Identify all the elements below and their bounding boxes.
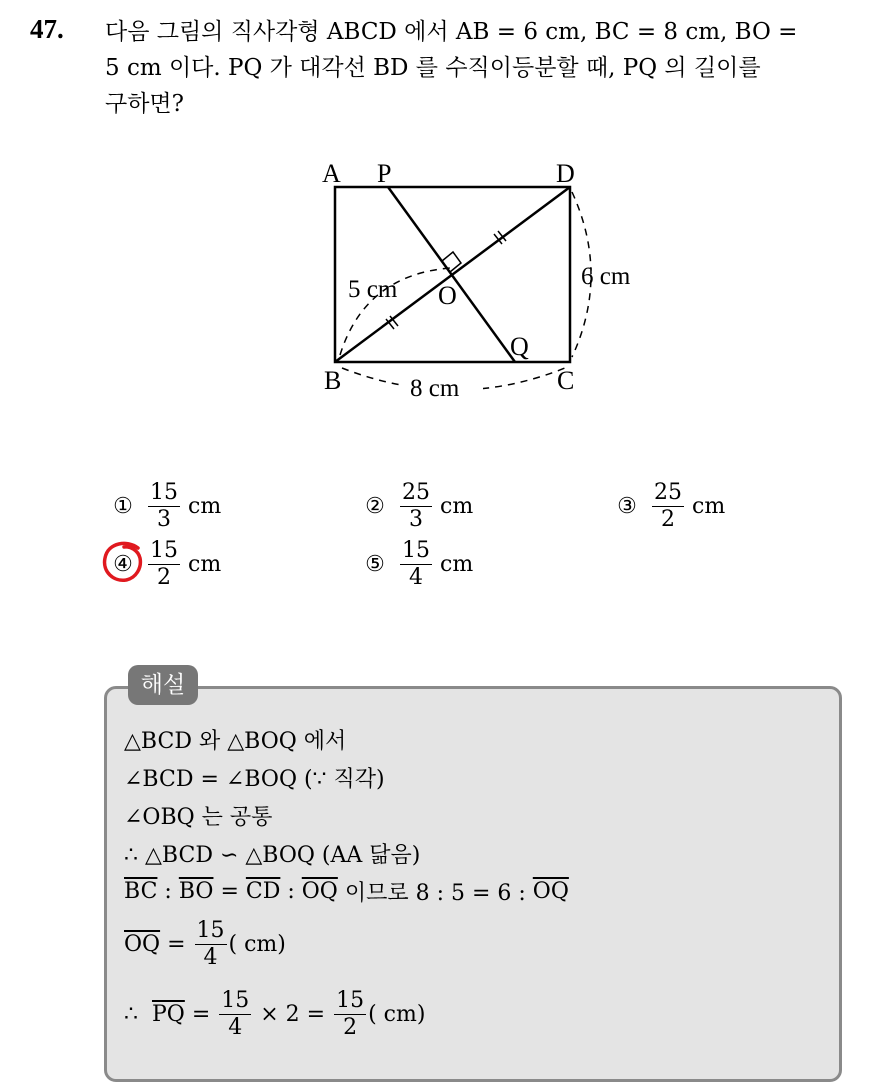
choice-5-fraction: [400, 538, 432, 591]
label-b: B: [324, 366, 342, 395]
choice-3-fraction: [652, 480, 684, 533]
solution-line-7: [124, 988, 425, 1041]
question-text: [105, 14, 865, 122]
dim-8cm: 8 cm: [410, 375, 460, 402]
rectangle-figure: [300, 150, 660, 410]
question-line-3: 구하면?: [105, 91, 184, 117]
solution-line-4: ∴ △BCD ∽ △BOQ (AA 닮음): [124, 843, 421, 868]
choice-4-unit: cm: [188, 552, 222, 577]
choice-4-den: 2: [157, 565, 171, 590]
pq-den-1: 4: [228, 1015, 243, 1040]
label-d: D: [556, 159, 575, 188]
seg-oq: $\overline{OQ}$: [301, 879, 338, 904]
choice-4-mark: ④: [113, 552, 133, 577]
therefore-symbol: ∴: [124, 1002, 152, 1027]
label-a: A: [322, 159, 341, 188]
choice-2-fraction: [400, 480, 432, 533]
pq-num-1: 15: [221, 988, 250, 1013]
seg-oq-3: $\overline{OQ}$: [124, 932, 161, 957]
choice-1-fraction: [148, 480, 180, 533]
choice-2[interactable]: [362, 480, 473, 533]
choice-3-den: 2: [661, 507, 675, 532]
equals-3: =: [184, 1002, 218, 1027]
seg-bo: $\overline{BO}$: [178, 879, 214, 904]
dim-5cm: 5 cm: [348, 276, 398, 303]
choice-5-den: 4: [409, 565, 423, 590]
choice-1-num: 15: [150, 480, 178, 505]
pq-num-2: 15: [336, 988, 365, 1013]
choice-4-num: 15: [150, 538, 178, 563]
dim-6cm: 6 cm: [581, 263, 631, 290]
choice-5-mark: ⑤: [365, 552, 385, 577]
equals-2: =: [160, 932, 193, 957]
ratio-text: 이므로 8 : 5 = 6 :: [337, 881, 533, 906]
label-p: P: [377, 159, 392, 188]
choice-2-mark: ②: [365, 494, 385, 519]
choice-3[interactable]: [614, 480, 725, 533]
label-o: O: [438, 281, 457, 310]
oq-fraction: [195, 918, 227, 971]
solution-line-2: ∠BCD = ∠BOQ (∵ 직각): [124, 767, 385, 792]
choice-3-mark: ③: [617, 494, 637, 519]
solution-line-5: [124, 876, 569, 907]
times-two: × 2 =: [253, 1002, 333, 1027]
solution-tag: 해설: [128, 665, 198, 705]
answer-circle-icon: [98, 538, 148, 588]
colon-1: :: [157, 879, 179, 904]
seg-oq-2: $\overline{OQ}$: [532, 879, 569, 904]
solution-line-1: △BCD 와 △BOQ 에서: [124, 729, 347, 754]
seg-pq: $\overline{PQ}$: [151, 1002, 185, 1027]
oq-num: 15: [196, 918, 225, 943]
choice-3-num: 25: [654, 480, 682, 505]
choice-4-fraction: [148, 538, 180, 591]
question-line-1: 다음 그림의 직사각형 ABCD 에서 AB = 6 cm, BC = 8 cm, BO =: [105, 19, 798, 45]
choice-2-unit: cm: [440, 494, 474, 519]
equals-1: =: [213, 879, 246, 904]
solution-line-6: [124, 918, 286, 971]
choice-3-unit: cm: [692, 494, 726, 519]
pq-fraction-1: [219, 988, 251, 1041]
choice-2-num: 25: [402, 480, 430, 505]
choice-1[interactable]: [110, 480, 221, 533]
choice-5-unit: cm: [440, 552, 474, 577]
question-line-2: 5 cm 이다. PQ 가 대각선 BD 를 수직이등분할 때, PQ 의 길이를: [105, 55, 761, 81]
label-q: Q: [510, 332, 529, 361]
choice-5-num: 15: [402, 538, 430, 563]
choice-5[interactable]: [362, 538, 473, 591]
seg-bc: $\overline{BC}$: [124, 879, 158, 904]
choice-2-den: 3: [409, 507, 423, 532]
choice-1-den: 3: [157, 507, 171, 532]
pq-unit: ( cm): [368, 1002, 426, 1027]
solution-line-3: ∠OBQ 는 공통: [124, 805, 273, 830]
segment-pq: [388, 187, 515, 362]
question-number: 47.: [30, 14, 64, 44]
oq-unit: ( cm): [228, 932, 286, 957]
seg-cd: $\overline{CD}$: [245, 879, 281, 904]
choice-1-mark: ①: [113, 494, 133, 519]
pq-den-2: 2: [343, 1015, 358, 1040]
oq-den: 4: [203, 945, 218, 970]
choice-1-unit: cm: [188, 494, 222, 519]
colon-2: :: [280, 879, 302, 904]
label-c: C: [557, 366, 575, 395]
pq-fraction-2: [334, 988, 366, 1041]
